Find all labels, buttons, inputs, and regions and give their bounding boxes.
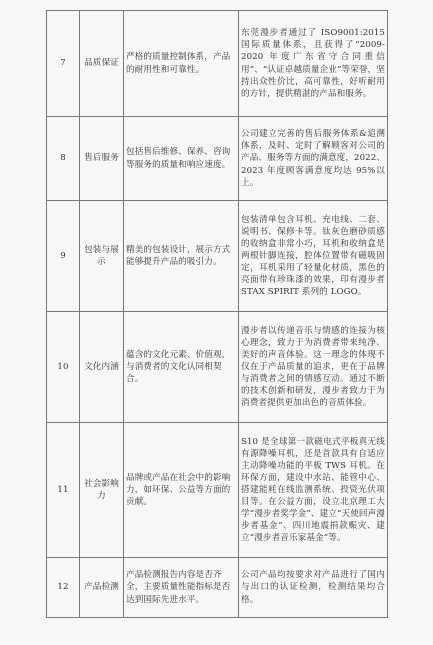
table-row (47, 312, 388, 423)
row-description: 严格的质量控制体系，产品的耐用性和可靠性。 (124, 11, 239, 117)
row-number: 12 (47, 558, 80, 618)
row-description: 包括售后维修、保养、咨询等服务的质量和响应速度。 (124, 117, 239, 201)
row-criterion: 品质保证 (80, 11, 124, 117)
row-detail: 公司产品均按要求对产品进行了国内与出口的认证检测，检测结果均合格。 (239, 558, 388, 618)
table-row (47, 201, 388, 312)
row-detail: 东莞漫步者通过了 ISO9001:2015 国际质量体系，且获得了“2009-2020 年度广东省守合同重信用”、“认证卓越质量企业”等荣誉，坚持出众性价比，高可靠性，好听耐用的方针，提供精湛的产品和服务。 (239, 11, 388, 117)
evaluation-table (46, 10, 388, 618)
table-row (47, 11, 388, 117)
row-number: 7 (47, 11, 80, 117)
table-row (47, 558, 388, 618)
row-number: 11 (47, 423, 80, 558)
row-criterion: 产品检测 (80, 558, 124, 618)
row-number: 8 (47, 117, 80, 201)
row-criterion: 社会影响力 (80, 423, 124, 558)
row-number: 9 (47, 201, 80, 312)
row-description: 蕴含的文化元素、价值观，与消费者的文化认同相契合。 (124, 312, 239, 423)
row-detail: S10 是全球第一款磁电式平板真无线有源降噪耳机，还是首款具有自适应主动降噪功能的平板 TWS 耳机。在环保方面，建设中水站、能管中心、搭建能耗在线监测系统、投资光伏项目等。在公益方面，设立北京理工大学“漫步者奖学金”、建立“天使回声漫步者基金”、四川地震捐款赈灾、建立“漫步者音乐家基金”等。 (239, 423, 388, 558)
row-detail: 包装清单包含耳机、充电线、二套、说明书、保修卡等。钛灰色磨砂质感的收纳盒非常小巧，耳机和收纳盒是两根针脚连接，腔体位置带有磁吸固定，耳机采用了轻量化材质，黑色的亮面带有珍珠漆的效果，印有漫步者 STAX SPIRIT 系列的 LOGO。 (239, 201, 388, 312)
row-description: 品牌或产品在社会中的影响力，如环保、公益等方面的贡献。 (124, 423, 239, 558)
row-criterion: 文化内涵 (80, 312, 124, 423)
row-criterion: 包装与展示 (80, 201, 124, 312)
row-description: 精美的包装设计，展示方式能够提升产品的吸引力。 (124, 201, 239, 312)
table-row (47, 423, 388, 558)
row-detail: 公司建立完善的售后服务体系&追溯体系，及时、定时了解顾客对公司的产品、服务等方面的满意度，2022、2023 年度顾客满意度均达 95%以上。 (239, 117, 388, 201)
row-criterion: 售后服务 (80, 117, 124, 201)
table-row (47, 117, 388, 201)
row-detail: 漫步者以传递音乐与情感的连接为核心理念，致力于为消费者带来纯净、美好的声音体验。这一理念的体现不仅在于产品质量的追求，更在于品牌与消费者之间的情感互动。通过不断的技术创新和研发，漫步者致力于为消费者提供更加出色的音质体验。 (239, 312, 388, 423)
row-number: 10 (47, 312, 80, 423)
row-description: 产品检测报告内容是否齐全，主要质量性能指标是否达到国际先进水平。 (124, 558, 239, 618)
